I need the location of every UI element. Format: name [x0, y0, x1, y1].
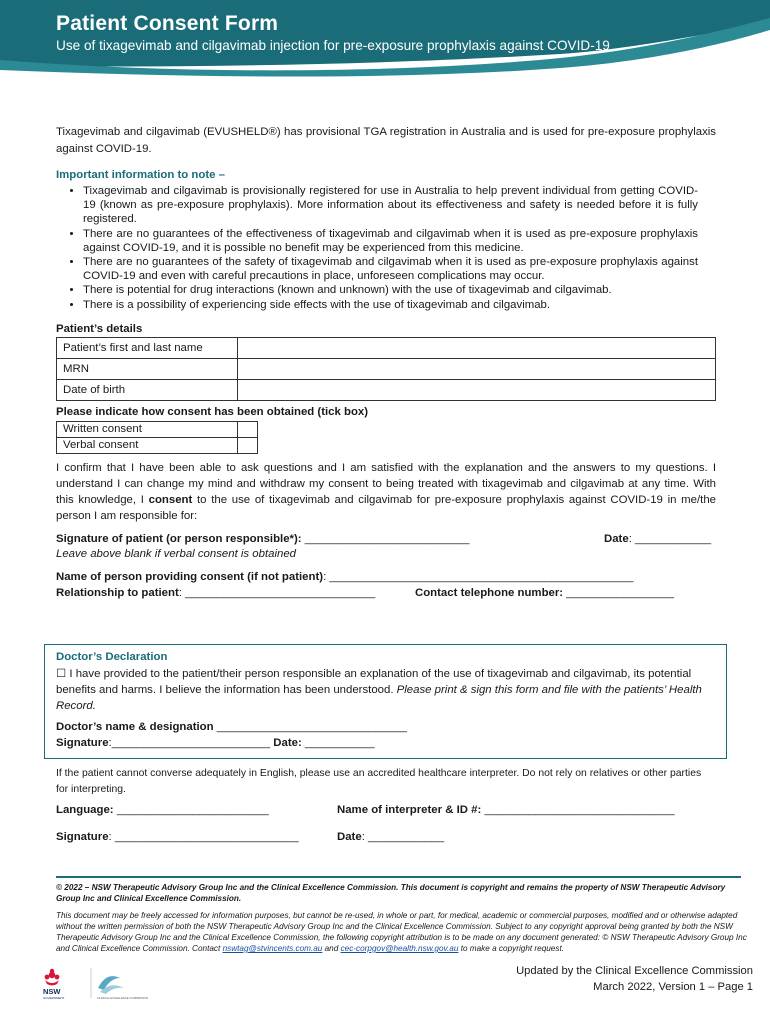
doctor-declaration-heading: Doctor’s Declaration	[56, 651, 168, 663]
provider-name-field[interactable]: : ________________________________________________	[323, 570, 634, 583]
patient-details-table	[56, 337, 716, 401]
nsw-logo-text: NSW	[43, 987, 61, 996]
table-row	[57, 421, 258, 437]
interpreter-name-label: Name of interpreter & ID #:	[337, 804, 482, 816]
important-list	[56, 184, 716, 312]
copyright-terms-and: and	[322, 944, 341, 953]
doctor-date-field[interactable]: ___________	[301, 737, 375, 749]
doctor-declaration-text	[56, 666, 712, 714]
interpreter-signature-field[interactable]: : _____________________________	[108, 831, 299, 843]
confirm-text: I confirm that I have been able to ask questions and I am satisfied with the explanation and the answers to my questions. I understand I can change my mind and withdraw my consent to being treated with tixagevimab and cilgavimab at any time. With this knowledge, I	[56, 461, 716, 506]
important-heading: Important information to note –	[56, 169, 225, 181]
mrn-field[interactable]	[238, 358, 716, 379]
written-consent-checkbox[interactable]	[238, 421, 258, 437]
page-subtitle: Use of tixagevimab and cilgavimab injection for pre-exposure prophylaxis against COVID-19	[56, 38, 610, 53]
consent-word: consent	[148, 493, 193, 506]
declaration-statement: I have provided to the patient/their person responsible an explanation of the use of tixagevimab and cilgavimab, its potential benefits and harms. I believe the information has been understood.	[56, 668, 692, 696]
nsw-waratah-logo-icon	[40, 966, 150, 1000]
doctor-signature-field[interactable]: :_________________________	[108, 737, 271, 749]
copyright-terms-end: to make a copyright request.	[458, 944, 565, 953]
patient-signature-label: Signature of patient (or person responsible*):	[56, 532, 302, 545]
interpreter-date-label: Date	[337, 831, 362, 843]
phone-label: Contact telephone number:	[415, 586, 564, 599]
provider-name-label: Name of person providing consent (if not patient)	[56, 570, 324, 583]
patient-signature-row	[56, 532, 716, 547]
header-banner	[0, 0, 770, 78]
table-row	[57, 358, 716, 379]
verbal-consent-label: Verbal consent	[57, 437, 238, 453]
doctor-declaration-box	[44, 644, 727, 759]
footer-version: March 2022, Version 1 – Page 1	[593, 981, 753, 993]
patient-name-field[interactable]	[238, 337, 716, 358]
list-item: • Tixagevimab and cilgavimab is provisionally registered for use in Australia to help prevent individual from getting COVID-19 (known as pre-exposure prophylaxis). More information about its effectiveness and safety is needed before it is fully registered.	[83, 184, 716, 227]
relationship-row	[56, 585, 716, 601]
page-footer	[516, 963, 753, 995]
consent-method-heading: Please indicate how consent has been obtained (tick box)	[56, 405, 369, 418]
confirm-paragraph	[56, 460, 716, 524]
provider-name-row	[56, 569, 716, 585]
interpreter-signature-label: Signature	[56, 831, 109, 843]
table-row	[57, 379, 716, 400]
interpreter-name-field[interactable]: ______________________________	[481, 804, 675, 816]
doctor-signature-label: Signature	[56, 737, 109, 749]
language-label: Language:	[56, 804, 114, 816]
table-row	[57, 337, 716, 358]
confirm-text-end: to the use of tixagevimab and cilgavimab for pre-exposure prophylaxis against COVID-19 in me/the person I am responsible for:	[56, 493, 716, 522]
dob-field[interactable]	[238, 379, 716, 400]
footer-updated-by: Updated by the Clinical Excellence Commission	[516, 965, 753, 977]
doctor-name-row	[56, 719, 712, 735]
copyright-terms	[56, 910, 748, 954]
declaration-checkbox[interactable]: ☐	[56, 668, 67, 680]
copyright-notice: © 2022 – NSW Therapeutic Advisory Group Inc and the Clinical Excellence Commission. This document is copyright and remains the property of NSW Therapeutic Advisory Group Inc and Clinical Excellence Commission.	[56, 883, 726, 903]
relationship-label: Relationship to patient	[56, 586, 179, 599]
doctor-name-field[interactable]: ______________________________	[216, 721, 407, 733]
list-item: • There are no guarantees of the effectiveness of tixagevimab and cilgavimab when it is used as pre-exposure prophylaxis against COVID-19, and it is possible no benefit may be experienced from this medicine.	[83, 227, 716, 255]
intro-paragraph: Tixagevimab and cilgavimab (EVUSHELD®) has provisional TGA registration in Australia and is used for pre-exposure prophylaxis against COVID-19.	[56, 126, 716, 155]
written-consent-label: Written consent	[57, 421, 238, 437]
verbal-consent-note: Leave above blank if verbal consent is obtained	[56, 547, 296, 560]
page-title: Patient Consent Form	[56, 12, 279, 35]
interpreter-language-row	[56, 802, 716, 818]
list-item: • There is a possibility of experiencing side effects with the use of tixagevimab and cilgavimab.	[83, 298, 716, 312]
cec-logo-text: CLINICAL EXCELLENCE COMMISSION	[97, 996, 148, 1000]
patient-date-field[interactable]: : ____________	[628, 532, 712, 545]
patient-signature-field[interactable]: __________________________	[301, 532, 470, 545]
consent-method-table	[56, 421, 258, 454]
footer-divider	[56, 876, 741, 878]
verbal-consent-checkbox[interactable]	[238, 437, 258, 453]
patient-name-label: Patient’s first and last name	[57, 337, 238, 358]
form-body	[56, 124, 716, 601]
list-item: • There are no guarantees of the safety of tixagevimab and cilgavimab when it is used as pre-exposure prophylaxis against COVID-19 and even with careful precautions in place, unforeseen complications may occur.	[83, 255, 716, 283]
copyright-terms-text: This document may be freely accessed for information purposes, but cannot be re-used, in whole or part, for medical, academic or commercial purposes, modified and or otherwise adapted without the written permission of both the NSW Therapeutic Advisory Group Inc and the Clinical Excellence Commission. Subject to any copyright approval being granted by both the NSW Therapeutic Advisory Group Inc and the Clinical Excellence Commission, the following copyright attribution is to be made on any document generated: © NSW Therapeutic Advisory Group Inc and Clinical Excellence Commission. Contact	[56, 911, 747, 953]
nsw-logo-subtext: GOVERNMENT	[43, 996, 65, 1000]
relationship-field[interactable]: : ______________________________	[178, 586, 376, 599]
dob-label: Date of birth	[57, 379, 238, 400]
mrn-label: MRN	[57, 358, 238, 379]
cec-email-link[interactable]: cec-corpgov@health.nsw.gov.au	[340, 944, 459, 953]
doctor-date-label: Date:	[273, 737, 302, 749]
list-item: • There is potential for drug interactions (known and unknown) with the use of tixagevimab and cilgavimab.	[83, 283, 716, 297]
table-row	[57, 437, 258, 453]
patient-details-heading: Patient’s details	[56, 322, 143, 335]
interpreter-signature-row	[56, 829, 716, 845]
declaration-instruction: Please print & sign this form and file with the patients’ Health Record.	[56, 684, 702, 712]
phone-field[interactable]: _________________	[563, 586, 674, 599]
logos	[40, 966, 150, 1000]
doctor-signature-row	[56, 735, 712, 751]
interpreter-note: If the patient cannot converse adequately in English, please use an accredited healthcare interpreter. Do not rely on relatives or other parties for interpreting.	[56, 768, 702, 795]
language-field[interactable]: ________________________	[113, 804, 269, 816]
patient-date-label: Date	[604, 532, 629, 545]
doctor-name-label: Doctor’s name & designation	[56, 721, 214, 733]
interpreter-date-field[interactable]: : ____________	[361, 831, 445, 843]
nswtag-email-link[interactable]: nswtag@stvincents.com.au	[222, 944, 323, 953]
